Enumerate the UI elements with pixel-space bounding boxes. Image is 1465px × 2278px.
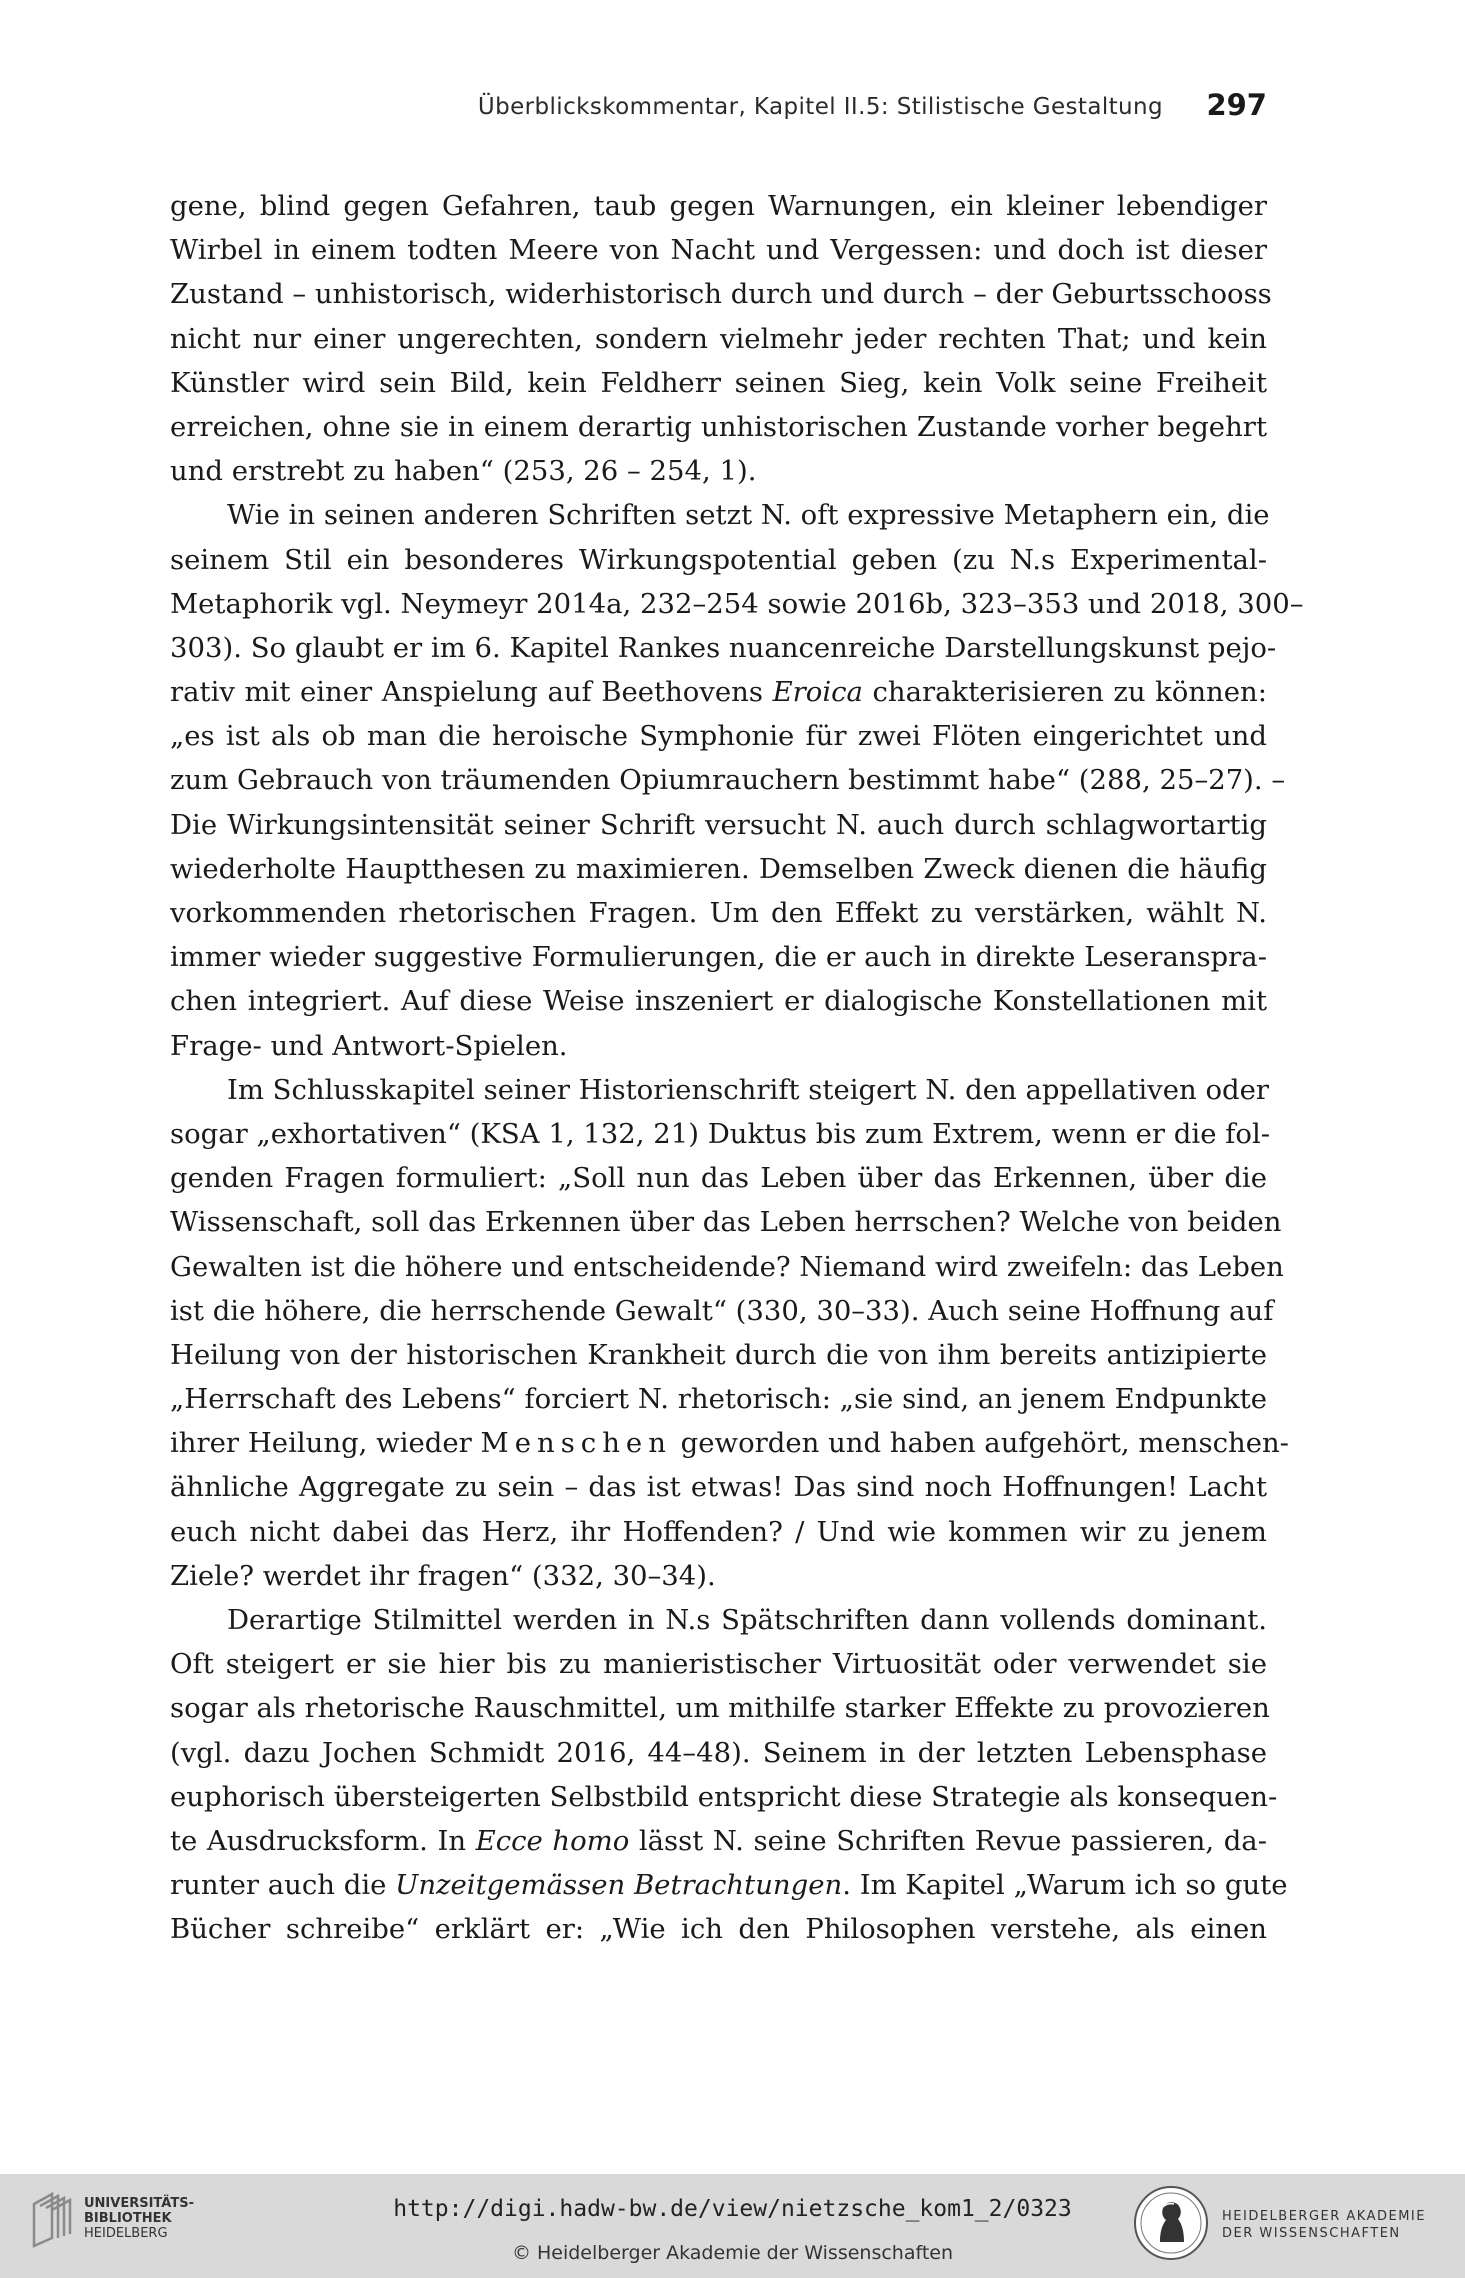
italic-title: Unzeitgemässen Betrachtungen xyxy=(395,1869,843,1902)
text-line: Heilung von der historischen Krankheit durch die von ihm bereits antizipierte xyxy=(170,1338,1267,1371)
text-line: Gewalten ist die höhere und entscheidende? Niemand wird zweifeln: das Leben xyxy=(170,1250,1284,1283)
text-line: Bücher schreibe“ erklärt er: „Wie ich den Philosophen verstehe, als einen xyxy=(170,1913,1267,1946)
text-line: 303). So glaubt er im 6. Kapitel Rankes nuancenreiche Darstellungskunst pejo- xyxy=(170,631,1277,664)
text-line xyxy=(170,670,1267,714)
text-line: Künstler wird sein Bild, kein Feldherr seinen Sieg, kein Volk seine Freiheit xyxy=(170,366,1267,399)
text-line: ist die höhere, die herrschende Gewalt“ (330, 30–33). Auch seine Hoffnung auf xyxy=(170,1294,1274,1327)
paragraph-first-line: Wie in seinen anderen Schriften setzt N. oft expressive Metaphern ein, die xyxy=(227,499,1270,532)
text-line: sogar „exhortativen“ (KSA 1, 132, 21) Duktus bis zum Extrem, wenn er die fol- xyxy=(170,1117,1271,1150)
text-line: euch nicht dabei das Herz, ihr Hoffenden? / Und wie kommen wir zu jenem xyxy=(170,1515,1267,1548)
academy-seal-icon xyxy=(1132,2184,1210,2262)
text-segment: geworden und haben aufgehört, menschen- xyxy=(671,1427,1289,1460)
text-line xyxy=(170,1863,1288,1907)
text-line: (vgl. dazu Jochen Schmidt 2016, 44–48). Seinem in der letzten Lebensphase xyxy=(170,1736,1267,1769)
academy-name xyxy=(1222,2208,1426,2242)
text-line: chen integriert. Auf diese Weise inszeniert er dialogische Konstellationen mit xyxy=(170,985,1267,1018)
text-line: Wirbel in einem todten Meere von Nacht und Vergessen: und doch ist dieser xyxy=(170,234,1267,267)
text-segment: . Im Kapitel „Warum ich so gute xyxy=(842,1869,1288,1902)
text-line xyxy=(170,1819,1267,1863)
text-line: vorkommenden rhetorischen Fragen. Um den Effekt zu verstärken, wählt N. xyxy=(170,897,1267,929)
italic-title: Eroica xyxy=(772,676,863,709)
text-line: genden Fragen formuliert: „Soll nun das Leben über das Erkennen, über die xyxy=(170,1162,1267,1195)
academy-name-line: DER WISSENSCHAFTEN xyxy=(1222,2226,1401,2241)
text-line: gene, blind gegen Gefahren, taub gegen Warnungen, ein kleiner lebendiger xyxy=(170,190,1267,222)
text-segment: ihrer Heilung, wieder xyxy=(170,1427,481,1460)
library-name-line: BIBLIOTHEK xyxy=(84,2211,172,2226)
text-segment: te Ausdrucksform. In xyxy=(170,1824,476,1857)
text-line: Ziele? werdet ihr fragen“ (332, 30–34). xyxy=(170,1559,716,1592)
paragraph-first-line: Derartige Stilmittel werden in N.s Spätschriften dann vollends dominant. xyxy=(227,1604,1267,1636)
text-line: Metaphorik vgl. Neymeyr 2014a, 232–254 sowie 2016b, 323–353 und 2018, 300– xyxy=(170,587,1304,620)
running-title: Überblickskommentar, Kapitel II.5: Stilistische Gestaltung xyxy=(477,94,1163,120)
text-line: sogar als rhetorische Rauschmittel, um mithilfe starker Effekte zu provozieren xyxy=(170,1692,1270,1725)
library-name-line: UNIVERSITÄTS- xyxy=(84,2196,194,2211)
text-segment: lässt N. seine Schriften Revue passieren, da- xyxy=(629,1824,1267,1857)
text-line: Wissenschaft, soll das Erkennen über das Leben herrschen? Welche von beiden xyxy=(170,1206,1282,1239)
text-segment: charakterisieren zu können: xyxy=(862,676,1267,709)
text-line: Die Wirkungsintensität seiner Schrift versucht N. auch durch schlagwortartig xyxy=(170,808,1267,841)
paragraph-first-line: Im Schlusskapitel seiner Historienschrift steigert N. den appellativen oder xyxy=(227,1073,1270,1106)
spaced-emphasis: Menschen xyxy=(480,1427,672,1460)
copyright-notice: © Heidelberger Akademie der Wissenschaften xyxy=(511,2242,954,2264)
text-line: ähnliche Aggregate zu sein – das ist etwas! Das sind noch Hoffnungen! Lacht xyxy=(170,1471,1267,1504)
digitization-footer xyxy=(0,2174,1465,2278)
academy-name-line: HEIDELBERGER AKADEMIE xyxy=(1222,2209,1426,2224)
text-line: Frage- und Antwort-Spielen. xyxy=(170,1029,568,1062)
text-line: immer wieder suggestive Formulierungen, die er auch in direkte Leseranspra- xyxy=(170,941,1267,974)
text-line: zum Gebrauch von träumenden Opiumrauchern bestimmt habe“ (288, 25–27). – xyxy=(170,764,1286,797)
text-line: euphorisch übersteigerten Selbstbild entspricht diese Strategie als konsequen- xyxy=(170,1780,1278,1813)
italic-title: Ecce homo xyxy=(475,1824,630,1857)
text-line: und erstrebt zu haben“ (253, 26 – 254, 1). xyxy=(170,455,757,488)
text-line: Zustand – unhistorisch, widerhistorisch durch und durch – der Geburtsschooss xyxy=(170,278,1272,311)
page-number: 297 xyxy=(1206,88,1267,122)
body-text xyxy=(170,184,1304,1952)
text-segment: rativ mit einer Anspielung auf Beethovens xyxy=(170,676,773,709)
library-name-line: HEIDELBERG xyxy=(84,2226,168,2241)
text-line: nicht nur einer ungerechten, sondern vielmehr jeder rechten That; und kein xyxy=(170,322,1267,355)
text-segment: runter auch die xyxy=(170,1869,396,1902)
text-line: seinem Stil ein besonderes Wirkungspotential geben (zu N.s Experimental- xyxy=(170,543,1267,576)
text-line: „Herrschaft des Lebens“ forciert N. rhetorisch: „sie sind, an jenem Endpunkte xyxy=(170,1383,1267,1416)
text-line: Oft steigert er sie hier bis zu manieristischer Virtuosität oder verwendet sie xyxy=(170,1648,1267,1681)
text-line: „es ist als ob man die heroische Symphonie für zwei Flöten eingerichtet und xyxy=(170,720,1267,753)
text-line: wiederholte Hauptthesen zu maximieren. Demselben Zweck dienen die häufig xyxy=(170,852,1267,885)
source-url-link[interactable]: http://digi.hadw-bw.de/view/nietzsche_kom1_2/0323 xyxy=(393,2196,1072,2222)
text-line: erreichen, ohne sie in einem derartig unhistorischen Zustande vorher begehrt xyxy=(170,410,1267,443)
running-header xyxy=(170,88,1267,128)
text-line xyxy=(170,1421,1289,1465)
